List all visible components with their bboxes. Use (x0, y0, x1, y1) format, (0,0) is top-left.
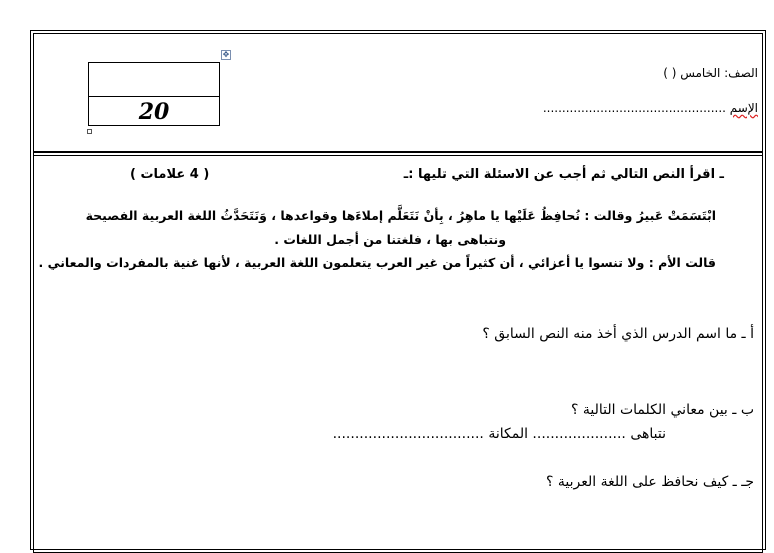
passage-instruction: ـ اقرأ النص التالي ثم أجب عن الاسئلة التي تليها :ـ (403, 167, 724, 182)
resize-handle-icon[interactable] (87, 129, 92, 134)
name-dots: ................................................ (542, 101, 726, 115)
name-field[interactable] (543, 101, 758, 115)
score-table (88, 62, 220, 126)
move-handle-icon[interactable]: ✥ (222, 50, 230, 59)
passage-line-1: ابْتَسَمَتْ عَبيرُ وقالت : نُحافِظُ عَلَيْها يا ماهِرُ ، بِأنْ نَتَعَلَّم إملاءَها وقواعدها ، وَنَتَحَدَّثُ اللغة العربية الفصيحة (85, 208, 716, 223)
question-a: أ ـ ما اسم الدرس الذي أخذ منه النص السابق ؟ (482, 326, 754, 342)
name-label: الإسم (729, 101, 758, 115)
header-separator (33, 151, 763, 153)
passage-marks: ( 4 علامات ) (130, 167, 210, 182)
header-separator-thin (33, 155, 763, 156)
question-b-words: نتباهى ..................... المكانة .................................. (332, 426, 666, 442)
question-b: ب ـ بين معاني الكلمات التالية ؟ (571, 402, 754, 418)
grade-label: الصف: الخامس ( ) (663, 66, 758, 80)
passage-line-2: ونتباهى بها ، فلغتنا من أجمل اللغات . (274, 232, 506, 247)
total-score: 20 (138, 99, 170, 125)
passage-line-3: قالت الأم : ولا تنسوا يا أعزائي ، أن كثيراً من غير العرب يتعلمون اللغة العربية ، لأنها غنية بالمفردات والمعاني . (38, 255, 716, 270)
question-c: جـ ـ كيف نحافظ على اللغة العربية ؟ (546, 474, 754, 490)
